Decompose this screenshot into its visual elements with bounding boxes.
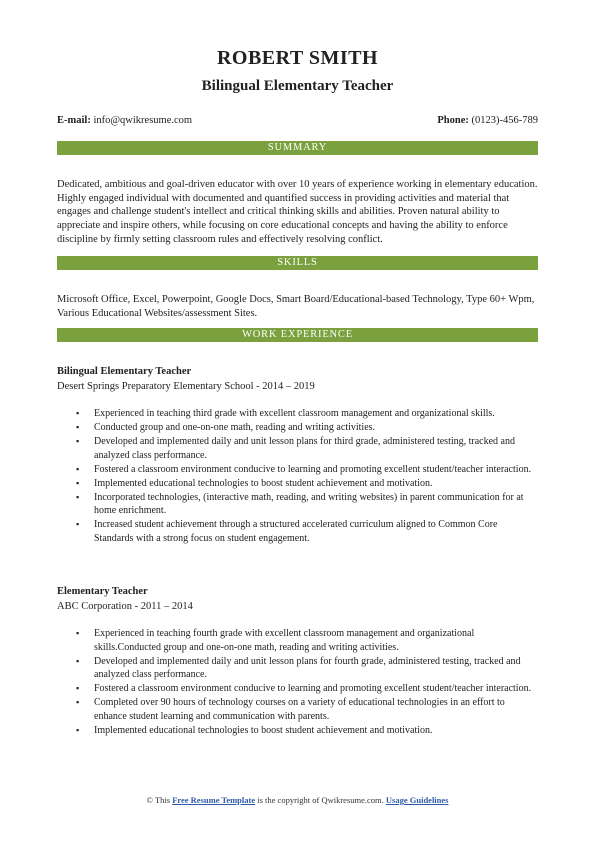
email-line — [57, 115, 192, 126]
job-title: Bilingual Elementary Teacher — [57, 366, 192, 377]
footer-middle: is the copyright of Qwikresume.com. — [255, 795, 386, 805]
list-item: ▪ Fostered a classroom environment conducive to learning and promoting excellent student/teacher interaction. — [57, 682, 538, 696]
list-item: ▪ Developed and implemented daily and unit lesson plans for fourth grade, administered testing, tracked and analyzed class performance. — [57, 655, 538, 682]
list-item: ▪ Conducted group and one-on-one math, reading and writing activities. — [57, 421, 538, 435]
footer-copyright — [0, 795, 595, 805]
phone-value: (0123)-456-789 — [471, 115, 538, 126]
list-item: ▪ Incorporated technologies, (interactive math, reading, and writing websites) in parent communication for at home enrichment. — [57, 491, 538, 518]
section-header-summary: SUMMARY — [57, 141, 538, 155]
free-resume-template-link[interactable]: Free Resume Template — [172, 795, 256, 805]
skills-text: Microsoft Office, Excel, Powerpoint, Google Docs, Smart Board/Educational-based Technology, Type 60+ Wpm, Various Educational Websites/assessment Sites. — [57, 294, 535, 319]
summary-text: Dedicated, ambitious and goal-driven educator with over 10 years of experience working in elementary education. Highly engaged individual with documented and quantified success in providing activities and material that engages and challenge student's intellect and critical thinking skills and abilities. Proven natural ability to appreciate and inspire others, while focusing on core educational concepts and having the ability to enforce discipline by firmly setting classroom rules and effectively resolving conflict. — [57, 179, 538, 245]
list-item: ▪ Completed over 90 hours of technology courses on a variety of educational technologies in an effort to enhance student learning and communication with parents. — [57, 696, 538, 723]
job-bullet-list — [57, 407, 538, 546]
email-label: E-mail: — [57, 115, 91, 126]
phone-label: Phone: — [437, 115, 469, 126]
list-item: ▪ Developed and implemented daily and unit lesson plans for third grade, administered testing, tracked and analyzed class performance. — [57, 435, 538, 462]
job-company: ABC Corporation - 2011 – 2014 — [57, 601, 193, 612]
footer-prefix: © This — [146, 795, 173, 805]
usage-guidelines-link[interactable]: Usage Guidelines — [385, 795, 449, 805]
job-title: Elementary Teacher — [57, 586, 148, 597]
list-item: ▪ Experienced in teaching fourth grade with excellent classroom management and organizational skills.Conducted group and one-on-one math, reading and writing activities. — [57, 627, 538, 654]
job-company: Desert Springs Preparatory Elementary School - 2014 – 2019 — [57, 381, 315, 392]
job-bullet-list — [57, 627, 538, 738]
list-item: ▪ Implemented educational technologies to boost student achievement and motivation. — [57, 477, 538, 491]
candidate-name: ROBERT SMITH — [216, 47, 379, 69]
list-item: ▪ Fostered a classroom environment conducive to learning and promoting excellent student/teacher interaction. — [57, 463, 538, 477]
candidate-title: Bilingual Elementary Teacher — [201, 78, 394, 94]
list-item: ▪ Experienced in teaching third grade with excellent classroom management and organizational skills. — [57, 407, 538, 421]
section-header-experience: WORK EXPERIENCE — [57, 328, 538, 342]
phone-line — [437, 115, 538, 126]
section-header-skills: SKILLS — [57, 256, 538, 270]
list-item: ▪ Increased student achievement through a structured accelerated curriculum aligned to Common Core Standards with a strong focus on student engagement. — [57, 518, 538, 545]
email-value: info@qwikresume.com — [93, 115, 193, 126]
list-item: ▪ Implemented educational technologies to boost student achievement and motivation. — [57, 724, 538, 738]
